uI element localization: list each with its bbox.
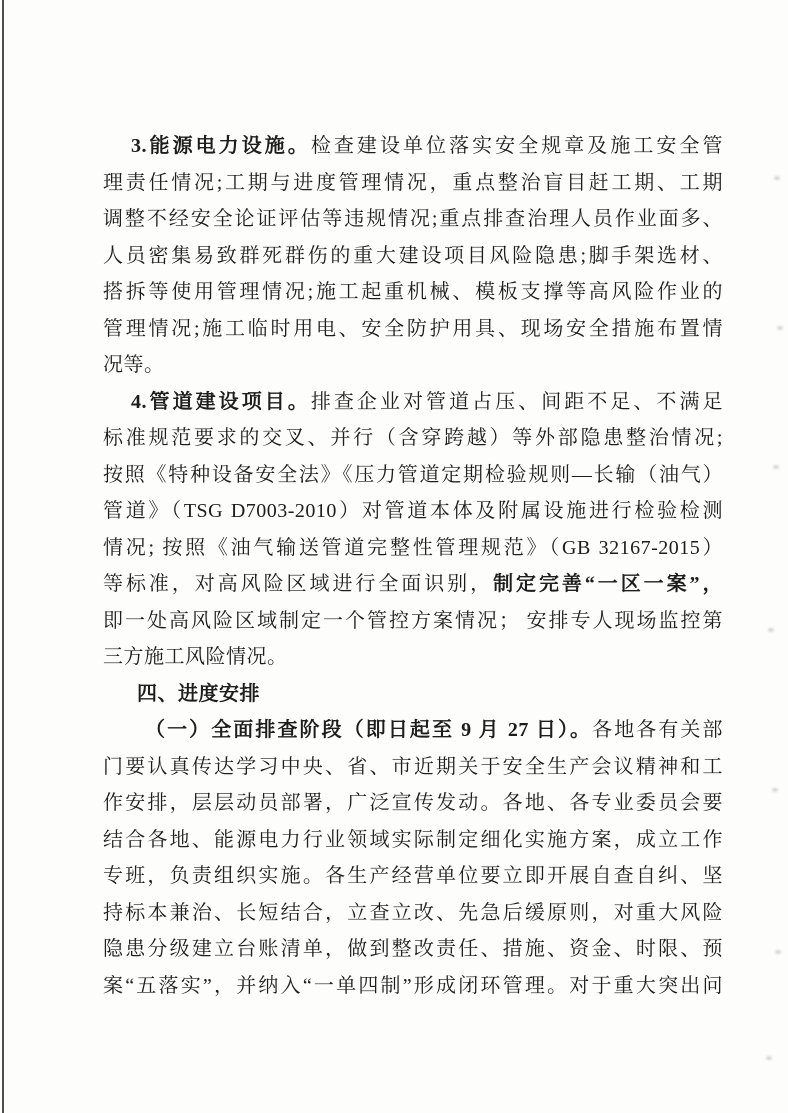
scan-speck [772, 788, 778, 792]
text-line [103, 384, 723, 421]
text-line [103, 420, 723, 457]
text-run-bold: 四、进度安排 [137, 682, 260, 705]
text-run-bold: 3.能源电力设施。 [131, 135, 311, 157]
text-line [103, 858, 723, 895]
document-body [103, 128, 723, 1004]
text-line [103, 165, 723, 202]
text-run: 各地各有关部 [592, 719, 724, 741]
text-run: 管道》（TSG D7003-2010）对管道本体及附属设施进行检验检测 [103, 500, 723, 522]
text-run-bold: （一）全面排查阶段（即日起至 9 月 27 日）。 [145, 719, 593, 741]
scan-speck [777, 326, 783, 330]
text-line [103, 238, 723, 275]
text-line [103, 603, 723, 640]
text-line [103, 311, 723, 348]
text-run: 况等。 [103, 354, 165, 376]
text-run: 排查企业对管道占压、间距不足、不满足 [310, 390, 724, 413]
text-run: 即一处高风险区域制定一个管控方案情况； 安排专人现场监控第 [103, 609, 723, 632]
text-run: 作安排，层层动员部署，广泛宣传发动。各地、各专业委员会要 [103, 792, 723, 814]
text-line [103, 457, 723, 494]
text-run: 检查建设单位落实安全规章及施工安全管 [310, 135, 724, 157]
text-line [103, 128, 723, 165]
text-run: 隐患分级建立台账清单，做到整改责任、措施、资金、时限、预 [103, 938, 723, 960]
text-line [103, 968, 723, 1005]
text-line [103, 712, 723, 749]
text-line [103, 785, 723, 822]
text-line [103, 530, 723, 567]
text-line [103, 822, 723, 859]
text-line [103, 639, 723, 676]
text-line [103, 931, 723, 968]
text-run: 持标本兼治、长短结合，立查立改、先急后缓原则，对重大风险 [103, 901, 723, 924]
scan-speck [774, 176, 780, 180]
text-run-bold: 制定完善“一区一案”， [493, 573, 724, 595]
text-run: 调整不经安全论证评估等违规情况;重点排查治理人员作业面多、 [103, 208, 723, 230]
text-run: 专班，负责组织实施。各生产经营单位要立即开展自查自纠、坚 [103, 865, 723, 887]
text-run: 标准规范要求的交叉、并行（含穿跨越）等外部隐患整治情况; [103, 427, 723, 449]
text-run: 人员密集易致群死群伤的重大建设项目风险隐患;脚手架选材、 [103, 244, 723, 267]
text-line [103, 201, 723, 238]
text-run: 门要认真传达学习中央、省、市近期关于安全生产会议精神和工 [103, 755, 723, 778]
text-run: 管理情况;施工临时用电、安全防护用具、现场安全措施布置情 [103, 317, 723, 340]
text-run-bold: 4.管道建设项目。 [131, 390, 311, 413]
text-run: 搭拆等使用管理情况;施工起重机械、模板支撑等高风险作业的 [103, 281, 723, 303]
scan-speck [775, 950, 781, 954]
scan-speck [766, 1056, 772, 1060]
text-line [103, 566, 723, 603]
text-run: 案“五落实”，并纳入“一单四制”形成闭环管理。对于重大突出问 [103, 974, 723, 997]
scan-speck [768, 628, 774, 632]
text-run: 等标准，对高风险区域进行全面识别， [103, 573, 494, 595]
text-line [103, 493, 723, 530]
text-run: 按照《特种设备安全法》《压力管道定期检验规则—长输（油气） [103, 463, 723, 486]
text-run: 理责任情况;工期与进度管理情况，重点整治盲目赶工期、工期 [103, 171, 723, 194]
text-run: 情况; 按照《油气输送管道完整性管理规范》（GB 32167-2015） [103, 536, 723, 559]
text-line [103, 274, 723, 311]
scan-edge-line [2, 0, 4, 1113]
text-line [103, 749, 723, 786]
text-line [103, 895, 723, 932]
text-line [103, 676, 723, 713]
text-line [103, 347, 723, 384]
text-run: 三方施工风险情况。 [103, 646, 288, 668]
text-run: 结合各地、能源电力行业领域实际制定细化实施方案，成立工作 [103, 828, 723, 851]
scan-speck [773, 465, 779, 469]
